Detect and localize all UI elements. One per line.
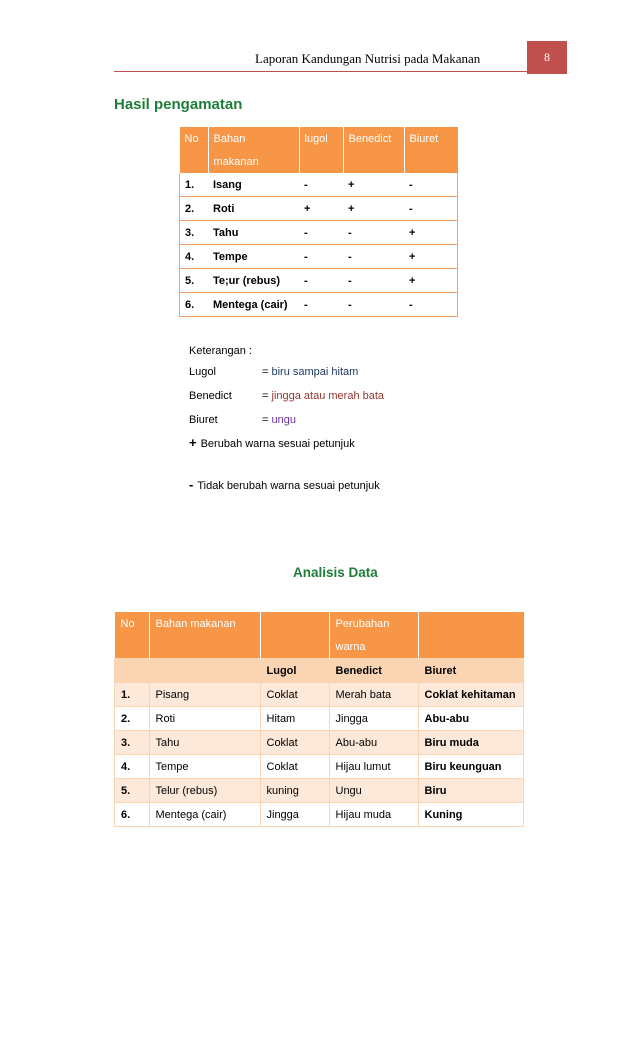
header-cell-empty <box>149 635 260 659</box>
header-bahan-2: makanan <box>208 150 299 173</box>
cell-biuret: Kuning <box>418 803 524 827</box>
subheader-empty <box>115 659 150 683</box>
minus-symbol: - <box>189 477 194 492</box>
legend-biuret-text: ungu <box>271 414 296 426</box>
table-row <box>115 731 524 755</box>
keterangan-title: Keterangan : <box>189 345 252 357</box>
subheader-biuret: Biuret <box>418 659 524 683</box>
page-number: 8 <box>527 41 567 74</box>
table-row <box>115 707 524 731</box>
header-bahan: Bahan <box>208 127 299 150</box>
section-title-analisis: Analisis Data <box>293 565 378 580</box>
cell-lugol: - <box>299 173 343 197</box>
table-row <box>180 245 458 269</box>
legend-biuret-value <box>262 414 296 426</box>
table-row <box>115 755 524 779</box>
cell-lugol: kuning <box>260 779 329 803</box>
cell-biuret: + <box>404 245 458 269</box>
cell-bahan: Roti <box>149 707 260 731</box>
table-row <box>115 803 524 827</box>
table-row <box>180 221 458 245</box>
cell-bahan: Mentega (cair) <box>149 803 260 827</box>
cell-lugol: Hitam <box>260 707 329 731</box>
table-row <box>180 269 458 293</box>
cell-no: 3. <box>115 731 150 755</box>
minus-text: Tidak berubah warna sesuai petunjuk <box>197 480 380 492</box>
table-subheader-row <box>115 659 524 683</box>
cell-lugol: - <box>299 245 343 269</box>
header-biuret: Biuret <box>404 127 458 150</box>
cell-no: 6. <box>115 803 150 827</box>
cell-bahan: Mentega (cair) <box>208 293 299 317</box>
header-lugol: lugol <box>299 127 343 150</box>
section-title-hasil: Hasil pengamatan <box>114 96 243 113</box>
cell-benedict: - <box>343 221 404 245</box>
cell-biuret: - <box>404 197 458 221</box>
cell-lugol: Coklat <box>260 755 329 779</box>
subheader-lugol: Lugol <box>260 659 329 683</box>
cell-biuret: Abu-abu <box>418 707 524 731</box>
cell-lugol: Coklat <box>260 683 329 707</box>
cell-biuret: + <box>404 221 458 245</box>
header-cell-empty <box>299 150 343 173</box>
header-perubahan: Perubahan <box>329 612 418 635</box>
cell-no: 1. <box>180 173 209 197</box>
cell-lugol: Coklat <box>260 731 329 755</box>
table-row <box>180 173 458 197</box>
table-header-row <box>180 127 458 150</box>
cell-bahan: Pisang <box>149 683 260 707</box>
cell-benedict: Jingga <box>329 707 418 731</box>
cell-lugol: - <box>299 293 343 317</box>
header-cell-empty <box>418 612 524 635</box>
legend-benedict-label: Benedict <box>189 390 232 402</box>
cell-bahan: Roti <box>208 197 299 221</box>
header-cell-empty <box>404 150 458 173</box>
cell-benedict: - <box>343 245 404 269</box>
cell-lugol: Jingga <box>260 803 329 827</box>
legend-biuret-label: Biuret <box>189 414 218 426</box>
cell-benedict: - <box>343 269 404 293</box>
cell-lugol: - <box>299 269 343 293</box>
cell-biuret: - <box>404 173 458 197</box>
cell-biuret: + <box>404 269 458 293</box>
subheader-empty <box>149 659 260 683</box>
header-bahan: Bahan makanan <box>149 612 260 635</box>
table-row <box>115 683 524 707</box>
cell-benedict: Merah bata <box>329 683 418 707</box>
legend-benedict-text: jingga atau merah bata <box>271 390 385 402</box>
legend-equals: = <box>262 390 269 402</box>
analysis-table <box>114 612 524 827</box>
legend-lugol-text: biru sampai hitam <box>271 366 359 378</box>
cell-no: 4. <box>180 245 209 269</box>
cell-no: 2. <box>180 197 209 221</box>
plus-text: Berubah warna sesuai petunjuk <box>200 438 355 450</box>
legend-equals: = <box>262 414 269 426</box>
table-header-row-2 <box>115 635 524 659</box>
observation-table <box>179 127 458 317</box>
legend-minus <box>189 477 380 492</box>
header-divider <box>114 71 527 72</box>
subheader-benedict: Benedict <box>329 659 418 683</box>
plus-symbol: + <box>189 435 197 450</box>
table-row <box>115 779 524 803</box>
cell-no: 4. <box>115 755 150 779</box>
header-no: No <box>180 127 209 150</box>
cell-bahan: Tahu <box>208 221 299 245</box>
legend-plus <box>189 435 355 450</box>
cell-lugol: + <box>299 197 343 221</box>
cell-no: 1. <box>115 683 150 707</box>
header-cell-empty <box>418 635 524 659</box>
header-cell-empty <box>343 150 404 173</box>
cell-bahan: Isang <box>208 173 299 197</box>
table-row <box>180 293 458 317</box>
cell-biuret: Coklat kehitaman <box>418 683 524 707</box>
header-cell-empty <box>260 635 329 659</box>
cell-no: 3. <box>180 221 209 245</box>
header-cell-empty <box>115 635 150 659</box>
cell-benedict: + <box>343 197 404 221</box>
cell-bahan: Tempe <box>149 755 260 779</box>
legend-lugol-value <box>262 366 358 378</box>
cell-bahan: Te;ur (rebus) <box>208 269 299 293</box>
legend-lugol-label: Lugol <box>189 366 216 378</box>
table-header-row-2 <box>180 150 458 173</box>
cell-bahan: Telur (rebus) <box>149 779 260 803</box>
cell-biuret: Biru keunguan <box>418 755 524 779</box>
cell-lugol: - <box>299 221 343 245</box>
header-cell-empty <box>260 612 329 635</box>
cell-biuret: - <box>404 293 458 317</box>
legend-equals: = <box>262 366 269 378</box>
cell-benedict: Hijau muda <box>329 803 418 827</box>
header-benedict: Benedict <box>343 127 404 150</box>
header-cell-empty <box>180 150 209 173</box>
cell-no: 5. <box>180 269 209 293</box>
cell-biuret: Biru muda <box>418 731 524 755</box>
header-perubahan-2: warna <box>329 635 418 659</box>
cell-benedict: + <box>343 173 404 197</box>
table-row <box>180 197 458 221</box>
cell-benedict: Hijau lumut <box>329 755 418 779</box>
cell-bahan: Tahu <box>149 731 260 755</box>
cell-bahan: Tempe <box>208 245 299 269</box>
page-header-title: Laporan Kandungan Nutrisi pada Makanan <box>255 51 481 66</box>
cell-no: 6. <box>180 293 209 317</box>
table-header-row <box>115 612 524 635</box>
header-no: No <box>115 612 150 635</box>
cell-benedict: Ungu <box>329 779 418 803</box>
cell-no: 2. <box>115 707 150 731</box>
legend-benedict-value <box>262 390 384 402</box>
cell-benedict: - <box>343 293 404 317</box>
cell-benedict: Abu-abu <box>329 731 418 755</box>
cell-no: 5. <box>115 779 150 803</box>
cell-biuret: Biru <box>418 779 524 803</box>
